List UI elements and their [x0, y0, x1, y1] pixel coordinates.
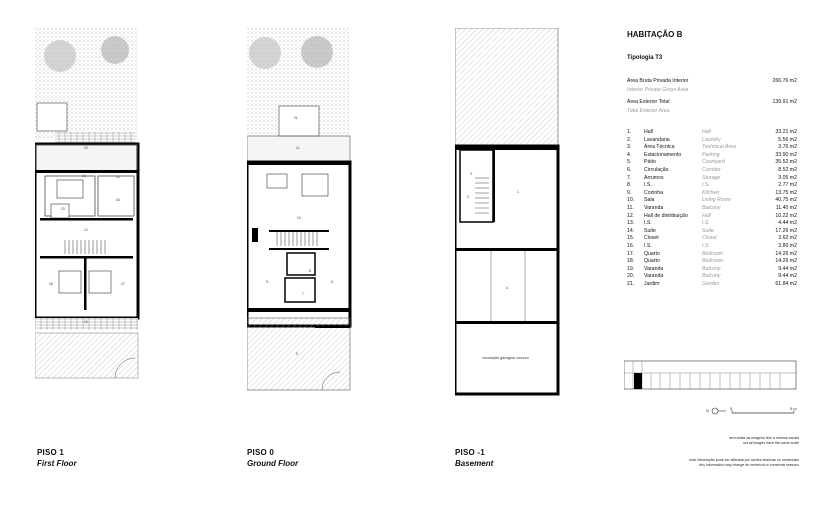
- typology-label: Tipologia T3: [627, 55, 663, 61]
- floor-title-basement: PISO -1: [455, 448, 485, 457]
- room-area: 9.44 m2: [778, 265, 797, 272]
- room-number: 5.: [627, 159, 632, 166]
- area-value: 266.76 m2: [772, 78, 797, 84]
- room-area: 3.80 m2: [778, 242, 797, 249]
- room-number: 17.: [627, 250, 635, 257]
- area-row-en: [627, 87, 797, 96]
- room-name: Quarto: [644, 258, 660, 265]
- area-summary: [627, 78, 797, 117]
- room-area: 33.21 m2: [775, 129, 797, 135]
- room-name: Varanda: [644, 273, 664, 280]
- floor-subtitle-ground: Ground Floor: [247, 459, 299, 468]
- room-number: 18.: [627, 258, 635, 265]
- room-number: 19.: [627, 265, 635, 272]
- room-number: 12.: [627, 212, 635, 219]
- room-name-en: Laundry: [702, 136, 721, 143]
- room-schedule-table: [627, 129, 797, 288]
- room-name-en: Hall: [702, 129, 711, 135]
- room-name: Arrumos: [644, 174, 664, 181]
- room-name: Circulação: [644, 166, 669, 173]
- room-label-8: 8.: [309, 269, 312, 273]
- room-name-en: Bedroom: [702, 250, 724, 257]
- room-area: 4.44 m2: [778, 220, 797, 227]
- room-name-en: Bedroom: [702, 258, 724, 265]
- area-name-en: Total Exterior Area: [627, 108, 670, 114]
- room-area: 14.26 m2: [775, 258, 797, 265]
- room-row: [627, 251, 797, 259]
- room-name-en: I.S.: [702, 220, 710, 227]
- area-name-en: Interior Private Gross Area: [627, 87, 689, 93]
- area-row: [627, 78, 797, 87]
- room-label-17: 17.: [121, 282, 126, 286]
- floor-title-ground: PISO 0: [247, 448, 274, 457]
- room-name: Hall: [644, 129, 653, 135]
- room-name: Suite: [644, 227, 656, 234]
- room-label-7: 7.: [302, 292, 305, 296]
- room-label-11: 11.: [296, 146, 301, 150]
- room-label-21: 21.: [294, 116, 299, 120]
- room-name: I.S.: [644, 242, 652, 249]
- room-label-3: 3.: [470, 172, 473, 176]
- floor-plan-basement: [455, 28, 560, 400]
- info-panel: [627, 30, 797, 288]
- key-plan: [624, 355, 802, 395]
- room-label-20: 20.: [84, 146, 89, 150]
- room-number: 16.: [627, 242, 635, 249]
- area-name: Área Exterior Total: [627, 99, 670, 105]
- info-note-en: this information may change for technical or comercial reasons: [699, 463, 799, 467]
- room-label-2: 2.: [467, 195, 470, 199]
- room-name: Varanda: [644, 265, 664, 272]
- room-number: 3.: [627, 144, 632, 151]
- room-label-13: 13.: [61, 207, 66, 211]
- room-row: [627, 228, 797, 236]
- room-area: 3.62 m2: [778, 235, 797, 242]
- room-row: [627, 175, 797, 183]
- room-label-12: 12.: [84, 228, 89, 232]
- room-area: 61.84 m2: [775, 280, 797, 287]
- room-number: 2.: [627, 136, 632, 143]
- north-label: N: [706, 408, 709, 413]
- room-row: [627, 258, 797, 266]
- room-row: [627, 220, 797, 228]
- scale-end-label: 5 m: [790, 406, 797, 411]
- room-name-en: I.S.: [702, 242, 710, 249]
- room-name-en: Parking: [702, 151, 720, 158]
- room-number: 6.: [627, 166, 632, 173]
- room-number: 14.: [627, 227, 635, 234]
- room-number: 21.: [627, 280, 635, 287]
- room-number: 4.: [627, 151, 632, 158]
- room-area: 40.75 m2: [775, 197, 797, 204]
- room-name-en: Balcony: [702, 273, 721, 280]
- room-row: [627, 190, 797, 198]
- room-label-9: 9.: [266, 280, 269, 284]
- room-row: [627, 197, 797, 205]
- room-number: 15.: [627, 235, 635, 242]
- room-area: 8.52 m2: [778, 166, 797, 173]
- room-number: 9.: [627, 189, 632, 196]
- room-row: [627, 213, 797, 221]
- room-area: 10.22 m2: [775, 212, 797, 219]
- room-name: Jardim: [644, 280, 660, 287]
- room-name-en: Suite: [702, 227, 714, 234]
- scale-note-pt: nem todas as imagens têm a mesma escala: [728, 436, 799, 440]
- room-name-en: Balcony: [702, 265, 721, 272]
- room-name-en: Hall: [702, 212, 711, 219]
- room-name-en: Storage: [702, 174, 721, 181]
- room-row: [627, 273, 797, 281]
- floor-title-first: PISO 1: [37, 448, 64, 457]
- room-area: 14.26 m2: [775, 250, 797, 257]
- room-name-en: Garden: [702, 280, 720, 287]
- room-number: 8.: [627, 182, 632, 189]
- room-number: 13.: [627, 220, 635, 227]
- room-name: Estacionamento: [644, 151, 682, 158]
- room-area: 2.77 m2: [778, 182, 797, 189]
- room-label-14: 14.: [82, 174, 87, 178]
- scale-start-label: 0: [730, 406, 733, 411]
- scale-note-en: not all images have the same scale: [742, 441, 799, 445]
- area-row-en: [627, 108, 797, 117]
- room-name: Cozinha: [644, 189, 664, 196]
- room-area: 17.26 m2: [775, 227, 797, 234]
- room-label-4: 4.: [506, 286, 509, 290]
- area-row: [627, 99, 797, 108]
- room-number: 1.: [627, 129, 632, 135]
- floor-plan-first-floor: [35, 28, 150, 400]
- room-area: 11.40 m2: [775, 204, 797, 211]
- room-name: Pátio: [644, 159, 656, 166]
- room-label-16: 16.: [116, 198, 121, 202]
- room-row: [627, 266, 797, 274]
- scale-bar: [704, 404, 800, 418]
- room-row: [627, 152, 797, 160]
- room-area: 3.05 m2: [778, 174, 797, 181]
- room-area: 3.76 m2: [778, 144, 797, 151]
- room-area: 13.75 m2: [775, 189, 797, 196]
- room-area: 33.90 m2: [775, 151, 797, 158]
- room-name-en: Living Room: [702, 197, 731, 204]
- room-row: [627, 129, 797, 137]
- room-name-en: Closet: [702, 235, 717, 242]
- room-row: [627, 167, 797, 175]
- room-name-en: Courtyard: [702, 159, 725, 166]
- room-row: [627, 243, 797, 251]
- room-name: Varanda: [644, 204, 664, 211]
- room-area: 35.52 m2: [775, 159, 797, 166]
- room-row: [627, 205, 797, 213]
- area-value: 139.91 m2: [772, 99, 797, 105]
- room-row: [627, 281, 797, 289]
- floor-plan-ground-floor: [247, 28, 352, 400]
- room-name-en: Kitchen: [702, 189, 720, 196]
- room-name-en: Balcony: [702, 204, 721, 211]
- room-name: Sala: [644, 197, 655, 204]
- key-plan-highlight: [634, 373, 642, 389]
- info-note-pt: esta informação pode ser alterada por razões técnicas ou comerciais: [689, 458, 799, 462]
- room-name: Closet: [644, 235, 659, 242]
- room-name: Hall de distribuição: [644, 212, 688, 219]
- room-name: I.S.: [644, 220, 652, 227]
- room-number: 20.: [627, 273, 635, 280]
- room-row: [627, 144, 797, 152]
- area-name: Área Bruta Privada Interior: [627, 78, 689, 84]
- basement-circulation-label: circulação garagem comum: [482, 356, 529, 360]
- dwelling-title: HABITAÇÃO B: [627, 30, 683, 39]
- room-name: Quarto: [644, 250, 660, 257]
- room-number: 7.: [627, 174, 632, 181]
- floor-subtitle-first: First Floor: [37, 459, 77, 468]
- room-label-15: 15.: [116, 175, 121, 179]
- room-name: I.S.: [644, 182, 652, 189]
- room-label-1: 1.: [517, 190, 520, 194]
- room-number: 10.: [627, 197, 635, 204]
- room-name-en: I.S.: [702, 182, 710, 189]
- room-name: Área Técnica: [644, 144, 675, 151]
- floor-subtitle-basement: Basement: [455, 459, 494, 468]
- room-label-6: 6.: [331, 280, 334, 284]
- room-name: Lavandaria: [644, 136, 670, 143]
- room-row: [627, 182, 797, 190]
- room-label-5: 5.: [296, 352, 299, 356]
- room-label-10: 10.: [297, 216, 302, 220]
- room-area: 5.56 m2: [778, 136, 797, 143]
- room-name-en: Corridor: [702, 166, 721, 173]
- room-number: 11.: [627, 204, 634, 211]
- room-row: [627, 235, 797, 243]
- room-label-18: 18.: [49, 282, 54, 286]
- room-area: 9.44 m2: [778, 273, 797, 280]
- room-label-19: 19.: [84, 320, 89, 324]
- room-row: [627, 159, 797, 167]
- room-name-en: Technical Area: [702, 144, 736, 151]
